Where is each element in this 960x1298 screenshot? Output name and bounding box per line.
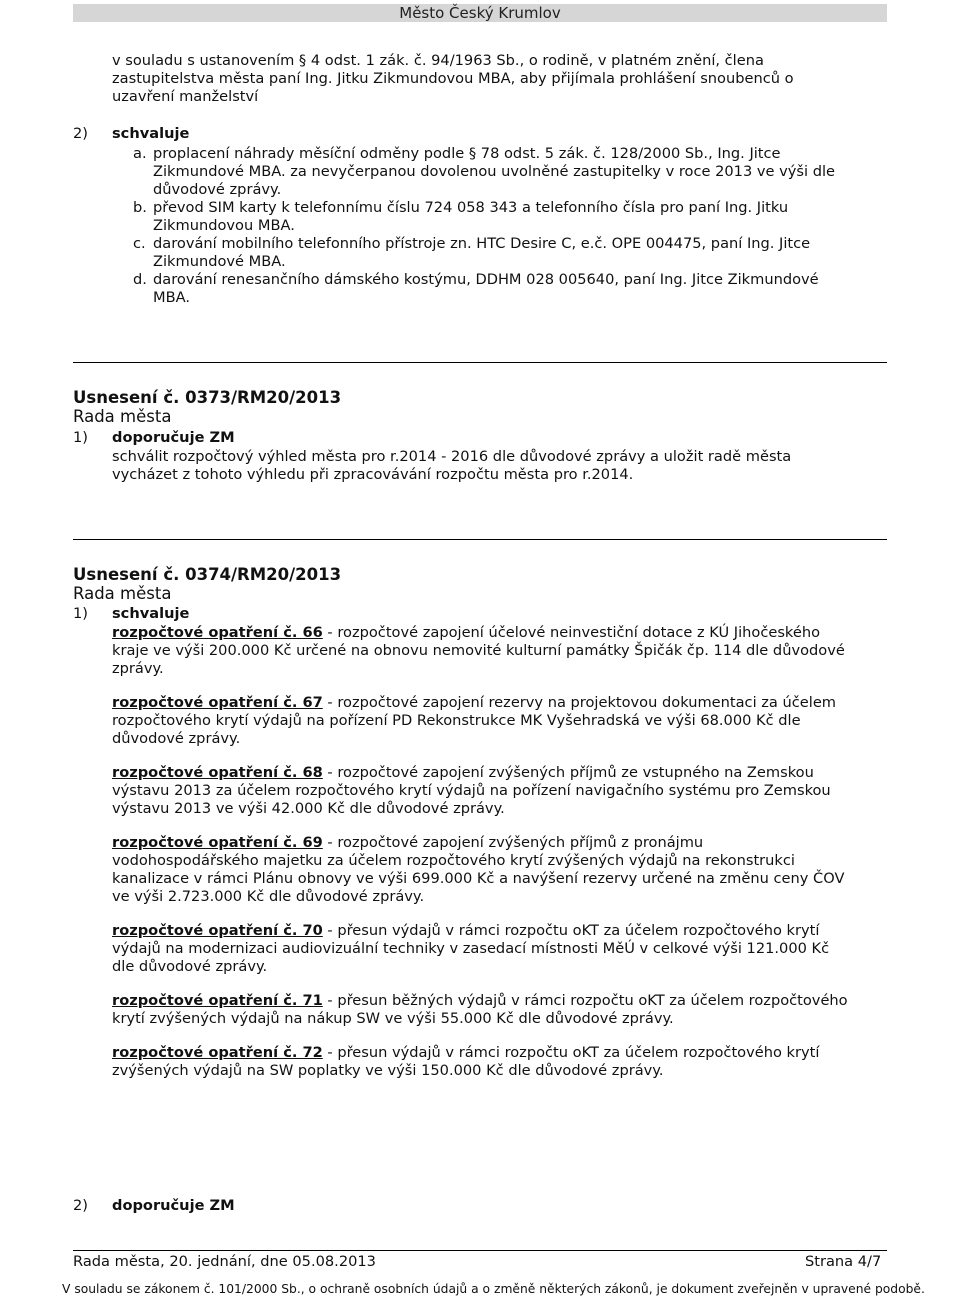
measure-line: zvýšených výdajů na SW poplatky ve výši 150.000 Kč dle důvodové zprávy. xyxy=(112,1062,664,1079)
item-line: Zikmundovou MBA. xyxy=(153,217,295,234)
resolution-line: schválit rozpočtový výhled města pro r.2014 - 2016 dle důvodové zprávy a uložit radě města xyxy=(112,448,792,465)
section-number: 1) xyxy=(73,605,88,622)
section-number: 2) xyxy=(73,125,88,142)
intro-line: v souladu s ustanovením § 4 odst. 1 zák. č. 94/1963 Sb., o rodině, v platném znění, člena xyxy=(112,52,764,69)
measure-line: ve výši 2.723.000 Kč dle důvodové zprávy. xyxy=(112,888,425,905)
measure-line: krytí zvýšených výdajů na nákup SW ve výši 55.000 Kč dle důvodové zprávy. xyxy=(112,1010,674,1027)
item-marker: c. xyxy=(133,235,146,252)
measure-text: - přesun běžných výdajů v rámci rozpočtu oKT za účelem rozpočtového xyxy=(322,992,848,1009)
page-header xyxy=(73,4,887,22)
measure-first-line xyxy=(112,764,814,782)
item-line: proplacení náhrady měsíční odměny podle § 78 odst. 5 zák. č. 128/2000 Sb., Ing. Jitce xyxy=(153,145,781,162)
section-verb: schvaluje xyxy=(112,605,190,622)
item-line: Zikmundové MBA. xyxy=(153,253,286,270)
resolution-title: Usnesení č. 0374/RM20/2013 xyxy=(73,565,342,584)
item-line: důvodové zprávy. xyxy=(153,181,282,198)
measure-text: - přesun výdajů v rámci rozpočtu oKT za účelem rozpočtového krytí xyxy=(322,922,820,939)
resolution-body: Rada města xyxy=(73,407,172,426)
footer-page-number: Strana 4/7 xyxy=(805,1253,882,1270)
item-marker: d. xyxy=(133,271,147,288)
measure-first-line xyxy=(112,694,836,712)
measure-line: dle důvodové zprávy. xyxy=(112,958,268,975)
intro-line: uzavření manželství xyxy=(112,88,259,105)
measure-first-line xyxy=(112,992,848,1010)
section-verb: schvaluje xyxy=(112,125,190,142)
divider xyxy=(73,539,887,540)
measure-line: zprávy. xyxy=(112,660,164,677)
measure-label: rozpočtové opatření č. 69 xyxy=(112,834,323,851)
item-marker: a. xyxy=(133,145,147,162)
measure-text: - rozpočtové zapojení zvýšených příjmů ze vstupného na Zemskou xyxy=(322,764,814,781)
footer-divider xyxy=(73,1250,887,1251)
measure-first-line xyxy=(112,834,703,852)
measure-label: rozpočtové opatření č. 66 xyxy=(112,624,323,641)
item-line: převod SIM karty k telefonnímu číslu 724 058 343 a telefonního čísla pro paní Ing. Jitku xyxy=(153,199,789,216)
footer-meeting-info: Rada města, 20. jednání, dne 05.08.2013 xyxy=(73,1253,376,1270)
measure-first-line xyxy=(112,922,819,940)
measure-label: rozpočtové opatření č. 71 xyxy=(112,992,323,1009)
resolution-body: Rada města xyxy=(73,584,172,603)
item-line: Zikmundové MBA. za nevyčerpanou dovolenou uvolněné zastupitelky v roce 2013 ve výši dle xyxy=(153,163,835,180)
section-verb: doporučuje ZM xyxy=(112,429,235,446)
measure-label: rozpočtové opatření č. 72 xyxy=(112,1044,323,1061)
resolution-line: vycházet z tohoto výhledu při zpracovávání rozpočtu města pro r.2014. xyxy=(112,466,634,483)
measure-first-line xyxy=(112,1044,819,1062)
divider xyxy=(73,362,887,363)
measure-text: - rozpočtové zapojení rezervy na projektovou dokumentaci za účelem xyxy=(322,694,837,711)
item-marker: b. xyxy=(133,199,147,216)
measure-text: - přesun výdajů v rámci rozpočtu oKT za účelem rozpočtového krytí xyxy=(322,1044,820,1061)
measure-label: rozpočtové opatření č. 70 xyxy=(112,922,323,939)
section-verb: doporučuje ZM xyxy=(112,1197,235,1214)
measure-line: kanalizace v rámci Plánu obnovy ve výši 699.000 Kč a navýšení rezervy určené na změnu ceny ČOV xyxy=(112,870,845,887)
measure-line: výstavu 2013 za účelem rozpočtového krytí výdajů na pořízení navigačního systému pro Zemskou xyxy=(112,782,831,799)
measure-label: rozpočtové opatření č. 67 xyxy=(112,694,323,711)
measure-line: výdajů na modernizaci audiovizuální techniky v zasedací místnosti MěÚ v celkové výši 121.000 Kč xyxy=(112,940,830,957)
measure-line: kraje ve výši 200.000 Kč určené na obnovu nemovité kulturní památky Špičák čp. 114 dle důvodové xyxy=(112,642,845,659)
item-line: darování renesančního dámského kostýmu, DDHM 028 005640, paní Ing. Jitce Zikmundové xyxy=(153,271,819,288)
measure-label: rozpočtové opatření č. 68 xyxy=(112,764,323,781)
resolution-title: Usnesení č. 0373/RM20/2013 xyxy=(73,388,342,407)
footer-disclaimer: V souladu se zákonem č. 101/2000 Sb., o ochraně osobních údajů a o změně některých zákonů, je dokument zveřejněn v upravené podobě. xyxy=(62,1282,925,1296)
measure-line: vodohospodářského majetku za účelem rozpočtového krytí zvýšených výdajů na rekonstrukci xyxy=(112,852,795,869)
measure-text: - rozpočtové zapojení účelové neinvestiční dotace z KÚ Jihočeského xyxy=(322,624,821,641)
measure-line: důvodové zprávy. xyxy=(112,730,241,747)
section-number: 1) xyxy=(73,429,88,446)
header-title: Město Český Krumlov xyxy=(399,4,561,22)
measure-line: rozpočtového krytí výdajů na pořízení PD Rekonstrukce MK Vyšehradská ve výši 68.000 Kč dle xyxy=(112,712,801,729)
measure-text: - rozpočtové zapojení zvýšených příjmů z pronájmu xyxy=(322,834,704,851)
measure-line: výstavu 2013 ve výši 42.000 Kč dle důvodové zprávy. xyxy=(112,800,505,817)
measure-first-line xyxy=(112,624,820,642)
intro-line: zastupitelstva města paní Ing. Jitku Zikmundovou MBA, aby přijímala prohlášení snoubenců o xyxy=(112,70,794,87)
section-number: 2) xyxy=(73,1197,88,1214)
item-line: MBA. xyxy=(153,289,190,306)
item-line: darování mobilního telefonního přístroje zn. HTC Desire C, e.č. OPE 004475, paní Ing. Jitce xyxy=(153,235,811,252)
